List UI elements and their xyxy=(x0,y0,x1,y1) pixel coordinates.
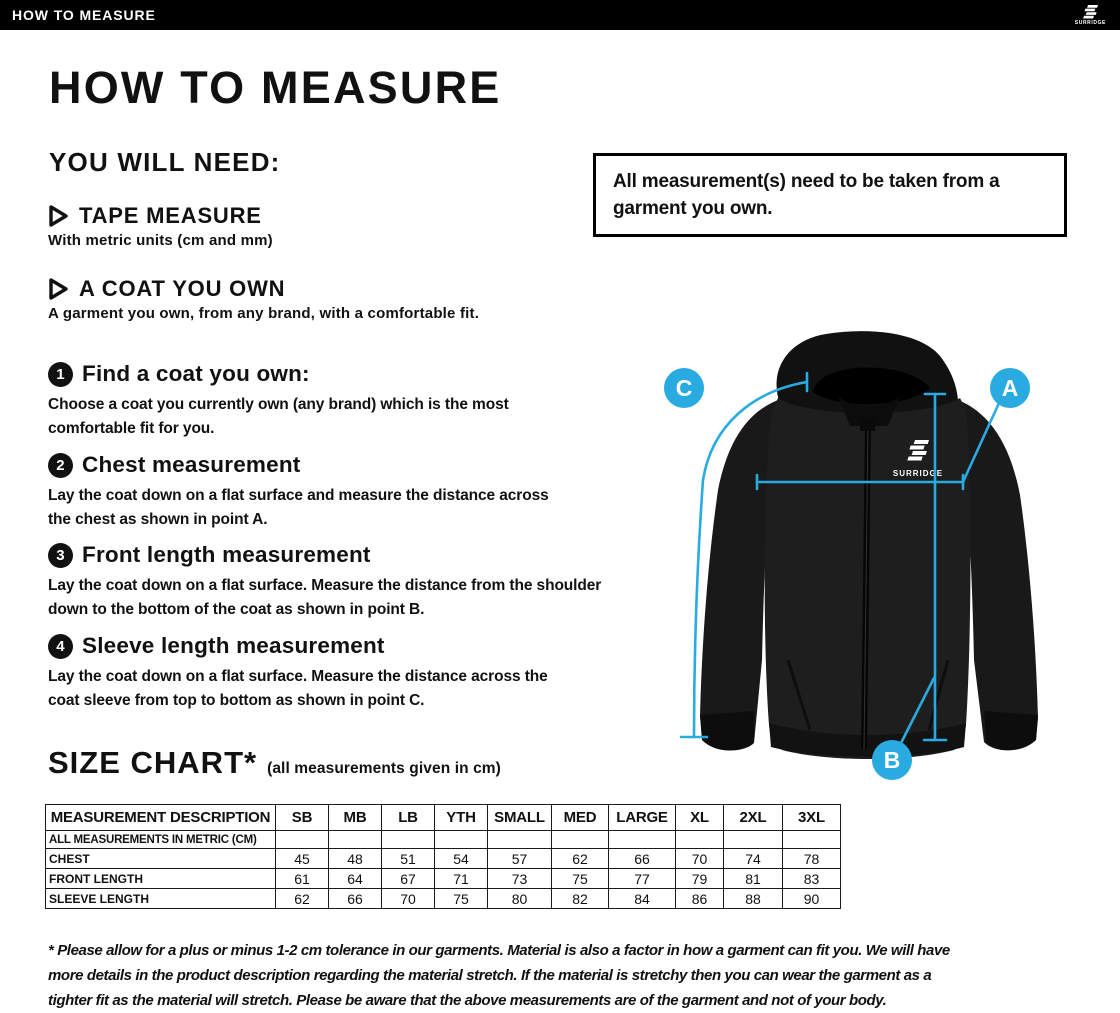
step-heading xyxy=(48,452,549,478)
triangle-bullet-icon xyxy=(48,204,69,228)
step-description-line: Lay the coat down on a flat surface. Measure the distance from the shoulder xyxy=(48,577,602,594)
surridge-logo xyxy=(1075,5,1106,26)
value-cell: 64 xyxy=(329,869,382,889)
value-cell: 66 xyxy=(329,889,382,909)
value-cell: 74 xyxy=(724,849,783,869)
step-number-badge: 3 xyxy=(48,543,73,568)
value-cell: 84 xyxy=(609,889,676,909)
need-item-description: With metric units (cm and mm) xyxy=(48,232,273,249)
size-chart-header-row xyxy=(46,805,841,831)
value-cell: 77 xyxy=(609,869,676,889)
marker-a-label: A xyxy=(1001,375,1019,401)
step-number-badge: 1 xyxy=(48,362,73,387)
need-item-label: A COAT YOU OWN xyxy=(79,276,286,301)
value-cell: 45 xyxy=(276,849,329,869)
step-3 xyxy=(48,542,601,622)
column-header: SMALL xyxy=(488,805,552,831)
row-label: SLEEVE LENGTH xyxy=(46,889,276,909)
step-2 xyxy=(48,452,549,532)
value-cell: 62 xyxy=(276,889,329,909)
top-bar xyxy=(0,0,1120,30)
value-cell: 86 xyxy=(676,889,724,909)
step-heading xyxy=(48,542,601,568)
footnote-line: more details in the product description regarding the material stretch. If the material is stretchy then you can wear the garment as a xyxy=(48,967,932,984)
column-header: SB xyxy=(276,805,329,831)
value-cell: 78 xyxy=(783,849,841,869)
value-cell: 71 xyxy=(435,869,488,889)
table-row-front-length xyxy=(46,869,841,889)
column-header: 3XL xyxy=(783,805,841,831)
value-cell: 79 xyxy=(676,869,724,889)
step-description-line: Lay the coat down on a flat surface and measure the distance across xyxy=(48,487,549,504)
marker-c-label: C xyxy=(675,375,693,401)
step-title: Chest measurement xyxy=(82,452,301,477)
step-heading xyxy=(48,361,509,387)
value-cell: 51 xyxy=(382,849,435,869)
footnote-line: tighter fit as the material will stretch. Please be aware that the above measurements are of the garment and not of your body. xyxy=(48,992,887,1009)
column-header: MED xyxy=(552,805,609,831)
value-cell: 62 xyxy=(552,849,609,869)
value-cell: 90 xyxy=(783,889,841,909)
column-header: MB xyxy=(329,805,382,831)
you-will-need-heading: YOU WILL NEED: xyxy=(49,147,281,177)
note-box xyxy=(593,153,1067,237)
value-cell: 57 xyxy=(488,849,552,869)
value-cell: 83 xyxy=(783,869,841,889)
size-chart-table xyxy=(45,804,841,909)
step-title: Front length measurement xyxy=(82,542,371,567)
topbar-brand-text: SURRIDGE xyxy=(1074,19,1106,26)
step-4 xyxy=(48,633,548,713)
need-item-heading xyxy=(48,203,273,229)
step-title: Find a coat you own: xyxy=(82,361,310,386)
need-item-tape-measure xyxy=(48,203,273,249)
value-cell: 66 xyxy=(609,849,676,869)
column-header: XL xyxy=(676,805,724,831)
column-header: YTH xyxy=(435,805,488,831)
marker-b-label: B xyxy=(883,747,901,773)
step-description xyxy=(48,484,549,532)
value-cell: 54 xyxy=(435,849,488,869)
value-cell: 82 xyxy=(552,889,609,909)
value-cell: 81 xyxy=(724,869,783,889)
table-row-sleeve-length xyxy=(46,889,841,909)
tolerance-footnote xyxy=(48,938,950,1013)
value-cell: 75 xyxy=(435,889,488,909)
jacket-brand-text: SURRIDGE xyxy=(892,469,944,478)
triangle-bullet-icon xyxy=(48,277,69,301)
row-label: CHEST xyxy=(46,849,276,869)
column-header: LARGE xyxy=(609,805,676,831)
size-chart-subtitle: (all measurements given in cm) xyxy=(267,760,501,777)
value-cell: 80 xyxy=(488,889,552,909)
row-label: FRONT LENGTH xyxy=(46,869,276,889)
value-cell: 73 xyxy=(488,869,552,889)
size-chart-heading xyxy=(48,745,501,781)
step-description-line: the chest as shown in point A. xyxy=(48,511,268,528)
value-cell: 67 xyxy=(382,869,435,889)
note-box-line: garment you own. xyxy=(613,198,773,219)
column-header: LB xyxy=(382,805,435,831)
jacket-illustration xyxy=(628,330,1112,812)
step-description-line: down to the bottom of the coat as shown in point B. xyxy=(48,601,425,618)
step-description xyxy=(48,574,601,622)
surridge-s-icon xyxy=(1077,5,1103,20)
page-title: HOW TO MEASURE xyxy=(49,62,502,113)
need-item-heading xyxy=(48,276,479,302)
step-title: Sleeve length measurement xyxy=(82,633,385,658)
step-description xyxy=(48,665,548,713)
value-cell: 61 xyxy=(276,869,329,889)
footnote-line: * Please allow for a plus or minus 1-2 cm tolerance in our garments. Material is also a factor in how a garment can fit you. We will have xyxy=(48,942,950,959)
size-chart-title: SIZE CHART* xyxy=(48,745,258,780)
step-description-line: coat sleeve from top to bottom as shown in point C. xyxy=(48,692,425,709)
step-number-badge: 2 xyxy=(48,453,73,478)
step-description-line: comfortable fit for you. xyxy=(48,420,215,437)
note-box-line: All measurement(s) need to be taken from a xyxy=(613,171,1000,192)
step-1 xyxy=(48,361,509,441)
table-row-chest xyxy=(46,849,841,869)
value-cell: 70 xyxy=(382,889,435,909)
step-number-badge: 4 xyxy=(48,634,73,659)
column-header: 2XL xyxy=(724,805,783,831)
column-header: MEASUREMENT DESCRIPTION xyxy=(46,805,276,831)
step-description xyxy=(48,393,509,441)
metric-note-row xyxy=(46,831,841,849)
need-item-description: A garment you own, from any brand, with a comfortable fit. xyxy=(48,305,480,322)
value-cell: 75 xyxy=(552,869,609,889)
need-item-label: TAPE MEASURE xyxy=(79,203,262,228)
step-description-line: Lay the coat down on a flat surface. Measure the distance across the xyxy=(48,668,548,685)
need-item-coat xyxy=(48,276,479,322)
topbar-title: HOW TO MEASURE xyxy=(12,7,156,23)
step-description-line: Choose a coat you currently own (any brand) which is the most xyxy=(48,396,509,413)
value-cell: 88 xyxy=(724,889,783,909)
value-cell: 48 xyxy=(329,849,382,869)
step-heading xyxy=(48,633,548,659)
metric-note-cell: ALL MEASUREMENTS IN METRIC (CM) xyxy=(46,831,276,849)
value-cell: 70 xyxy=(676,849,724,869)
jacket-measurement-diagram xyxy=(628,330,1112,812)
